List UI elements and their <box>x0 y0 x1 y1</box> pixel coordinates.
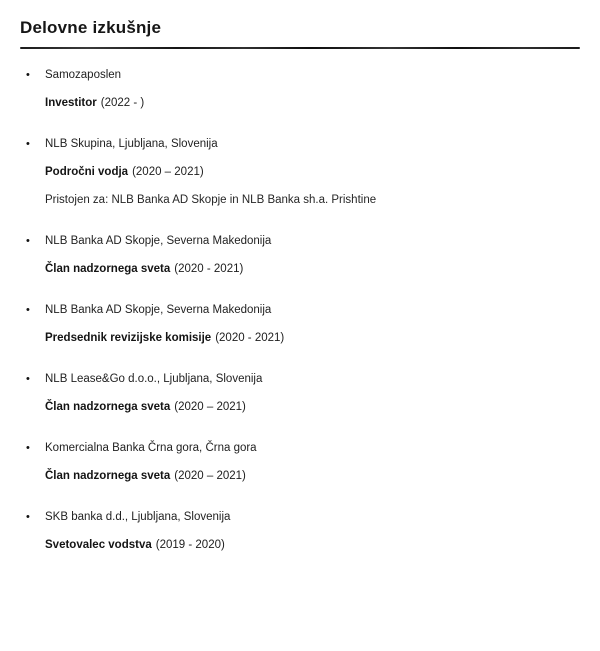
company-text: NLB Lease&Go d.o.o., Ljubljana, Slovenija <box>45 373 263 385</box>
company-text: Komercialna Banka Črna gora, Črna gora <box>45 442 257 454</box>
company-text: SKB banka d.d., Ljubljana, Slovenija <box>45 511 231 523</box>
dates-text: (2020 – 2021) <box>174 401 246 413</box>
dates-text: (2022 - ) <box>100 97 145 109</box>
dates-text: (2020 - 2021) <box>174 263 244 275</box>
entry-company-line <box>0 510 600 525</box>
entry-company-line <box>0 441 600 456</box>
company-text: Samozaposlen <box>45 69 122 81</box>
bullet-icon: • <box>26 511 30 523</box>
experience-entry <box>0 441 600 484</box>
dates-text: (2020 – 2021) <box>132 166 204 178</box>
role-text: Predsednik revizijske komisije <box>45 332 212 344</box>
bullet-icon: • <box>26 304 30 316</box>
entry-company-line <box>0 234 600 249</box>
bullet-icon: • <box>26 69 30 81</box>
experience-list <box>0 49 600 553</box>
role-text: Področni vodja <box>45 166 129 178</box>
entry-company-line <box>0 68 600 83</box>
experience-entry <box>0 372 600 415</box>
entry-role-line <box>0 538 600 553</box>
dates-text: (2020 - 2021) <box>215 332 285 344</box>
note-text: Pristojen za: NLB Banka AD Skopje in NLB Banka sh.a. Prishtine <box>45 194 377 206</box>
experience-entry <box>0 303 600 346</box>
entry-role-line <box>0 165 600 180</box>
dates-text: (2019 - 2020) <box>155 539 225 551</box>
entry-role-line <box>0 262 600 277</box>
section-title: Delovne izkušnje <box>20 18 162 37</box>
company-text: NLB Banka AD Skopje, Severna Makedonija <box>45 304 272 316</box>
role-text: Član nadzornega sveta <box>45 401 171 413</box>
role-text: Član nadzornega sveta <box>45 263 171 275</box>
experience-entry <box>0 137 600 208</box>
bullet-icon: • <box>26 442 30 454</box>
role-text: Investitor <box>45 97 97 109</box>
dates-text: (2020 – 2021) <box>174 470 246 482</box>
role-text: Član nadzornega sveta <box>45 470 171 482</box>
entry-company-line <box>0 303 600 318</box>
experience-entry <box>0 510 600 553</box>
bullet-icon: • <box>26 138 30 150</box>
company-text: NLB Skupina, Ljubljana, Slovenija <box>45 138 218 150</box>
entry-company-line <box>0 137 600 152</box>
bullet-icon: • <box>26 373 30 385</box>
entry-role-line <box>0 96 600 111</box>
entry-role-line <box>0 469 600 484</box>
entry-note-line <box>0 193 600 208</box>
entry-role-line <box>0 400 600 415</box>
experience-entry <box>0 68 600 111</box>
entry-role-line <box>0 331 600 346</box>
company-text: NLB Banka AD Skopje, Severna Makedonija <box>45 235 272 247</box>
role-text: Svetovalec vodstva <box>45 539 152 551</box>
entry-company-line <box>0 372 600 387</box>
bullet-icon: • <box>26 235 30 247</box>
experience-entry <box>0 234 600 277</box>
